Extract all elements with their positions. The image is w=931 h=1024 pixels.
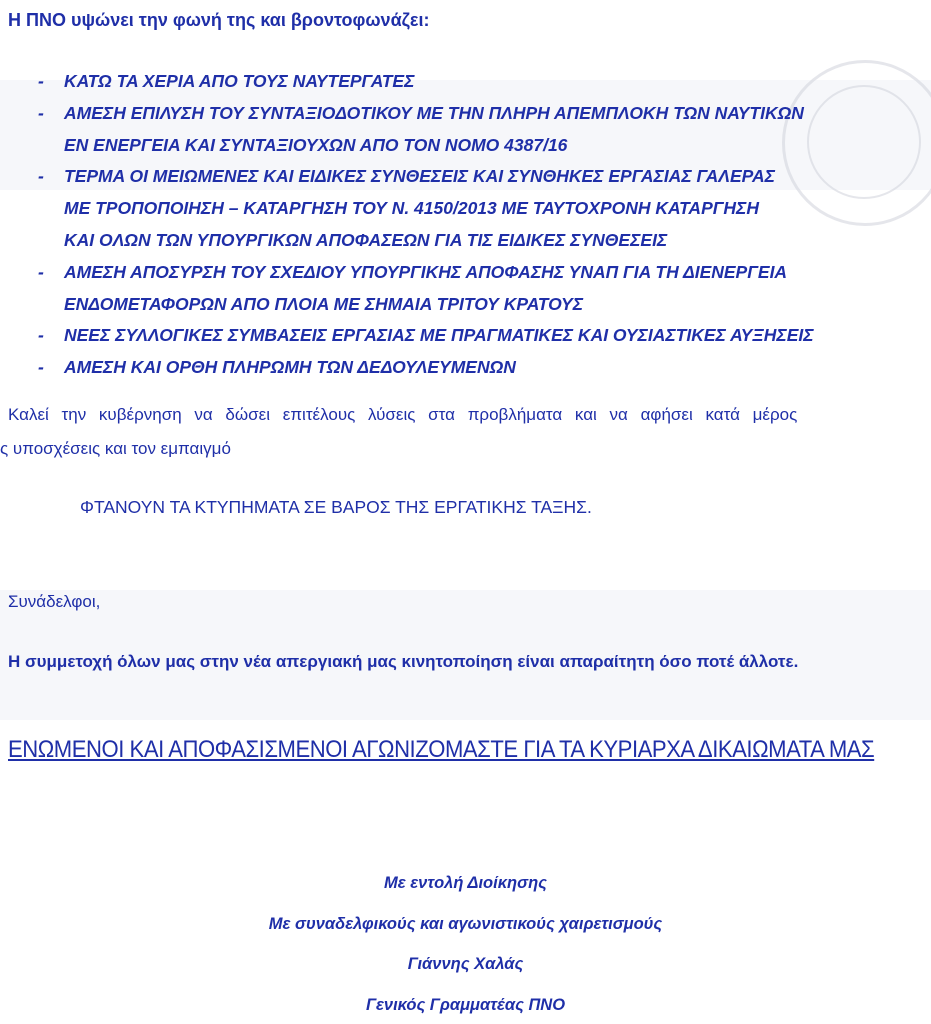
bullet-dash: - <box>38 261 44 282</box>
signature-closing: Με συναδελφικούς και αγωνιστικούς χαιρετισμούς <box>268 915 663 933</box>
enough-line: ΦΤΑΝΟΥΝ ΤΑ ΚΤΥΠΗΜΑΤΑ ΣΕ ΒΑΡΟΣ ΤΗΣ ΕΡΓΑΤΙΚΗΣ ΤΑΞΗΣ. <box>80 497 592 517</box>
intro-line: Η ΠΝΟ υψώνει την φωνή της και βροντοφωνάζει: <box>8 10 430 30</box>
bullet-dash: - <box>38 357 44 378</box>
demand-3-line-1: ΤΕΡΜΑ ΟΙ ΜΕΙΩΜΕΝΕΣ ΚΑΙ ΕΙΔΙΚΕΣ ΣΥΝΘΕΣΕΙΣ ΚΑΙ ΣΥΝΘΗΚΕΣ ΕΡΓΑΣΙΑΣ ΓΑΛΕΡΑΣ <box>64 166 775 187</box>
demand-2-line-1: ΑΜΕΣΗ ΕΠΙΛΥΣΗ ΤΟΥ ΣΥΝΤΑΞΙΟΔΟΤΙΚΟΥ ΜΕ ΤΗΝ ΠΛΗΡΗ ΑΠΕΜΠΛΟΚΗ ΤΩΝ ΝΑΥΤΙΚΩΝ <box>64 102 804 123</box>
demand-2-line-2: ΕΝ ΕΝΕΡΓΕΙΑ ΚΑΙ ΣΥΝΤΑΞΙΟΥΧΩΝ ΑΠΟ ΤΟΝ ΝΟΜΟ 4387/16 <box>64 134 568 155</box>
demand-1-line-1: ΚΑΤΩ ΤΑ ΧΕΡΙΑ ΑΠΟ ΤΟΥΣ ΝΑΥΤΕΡΓΑΤΕΣ <box>64 71 415 91</box>
demand-3-line-3: ΚΑΙ ΟΛΩΝ ΤΩΝ ΥΠΟΥΡΓΙΚΩΝ ΑΠΟΦΑΣΕΩΝ ΓΙΑ ΤΙΣ ΕΙΔΙΚΕΣ ΣΥΝΘΕΣΕΙΣ <box>64 230 668 250</box>
demand-6-line-1: ΑΜΕΣΗ ΚΑΙ ΟΡΘΗ ΠΛΗΡΩΜΗ ΤΩΝ ΔΕΔΟΥΛΕΥΜΕΝΩΝ <box>64 357 516 378</box>
faded-seal-stamp <box>782 60 931 226</box>
bullet-dash: - <box>38 71 44 91</box>
appeal-line-1: Καλεί την κυβέρνηση να δώσει επιτέλους λύσεις στα προβλήματα και να αφήσει κατά μέρος <box>8 405 798 424</box>
signature-by-order: Με εντολή Διοίκησης <box>384 874 547 892</box>
greeting-line: Συνάδελφοι, <box>8 592 101 611</box>
demand-3-line-2: ΜΕ ΤΡΟΠΟΠΟΙΗΣΗ – ΚΑΤΑΡΓΗΣΗ ΤΟΥ Ν. 4150/2013 ΜΕ ΤΑΥΤΟΧΡΟΝΗ ΚΑΤΑΡΓΗΣΗ <box>64 198 760 219</box>
participation-line: Η συμμετοχή όλων μας στην νέα απεργιακή μας κινητοποίηση είναι απαραίτητη όσο ποτέ άλλοτε. <box>8 652 799 671</box>
signature-title: Γενικός Γραμματέας ΠΝΟ <box>365 996 566 1014</box>
slogan-heading: ΕΝΩΜΕΝΟΙ ΚΑΙ ΑΠΟΦΑΣΙΣΜΕΝΟΙ ΑΓΩΝΙΖΟΜΑΣΤΕ ΓΙΑ ΤΑ ΚΥΡΙΑΡΧΑ ΔΙΚΑΙΩΜΑΤΑ ΜΑΣ <box>8 736 875 763</box>
demand-4-line-2: ΕΝΔΟΜΕΤΑΦΟΡΩΝ ΑΠΟ ΠΛΟΙΑ ΜΕ ΣΗΜΑΙΑ ΤΡΙΤΟΥ ΚΡΑΤΟΥΣ <box>64 293 584 314</box>
bullet-dash: - <box>38 166 44 187</box>
demand-4-line-1: ΑΜΕΣΗ ΑΠΟΣΥΡΣΗ ΤΟΥ ΣΧΕΔΙΟΥ ΥΠΟΥΡΓΙΚΗΣ ΑΠΟΦΑΣΗΣ ΥΝΑΠ ΓΙΑ ΤΗ ΔΙΕΝΕΡΓΕΙΑ <box>64 261 788 282</box>
appeal-line-2: ς υποσχέσεις και τον εμπαιγμό <box>0 439 231 458</box>
bullet-dash: - <box>38 325 44 346</box>
demand-5-line-1: ΝΕΕΣ ΣΥΛΛΟΓΙΚΕΣ ΣΥΜΒΑΣΕΙΣ ΕΡΓΑΣΙΑΣ ΜΕ ΠΡΑΓΜΑΤΙΚΕΣ ΚΑΙ ΟΥΣΙΑΣΤΙΚΕΣ ΑΥΞΗΣΕΙΣ <box>64 325 814 346</box>
signature-name: Γιάννης Χαλάς <box>407 955 524 973</box>
bullet-dash: - <box>38 102 44 123</box>
